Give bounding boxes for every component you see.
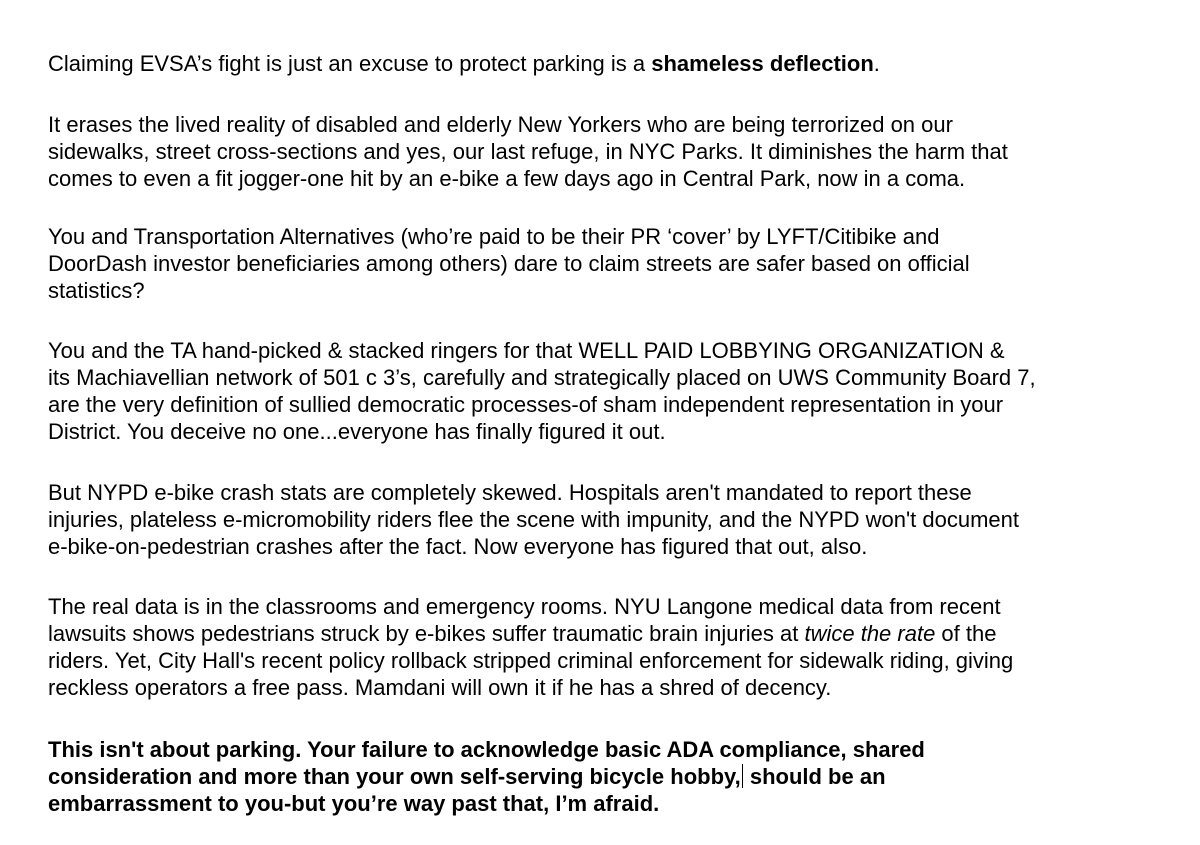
paragraph-5 [48, 479, 1178, 560]
p7-text: should be an [743, 764, 886, 789]
p7-line: This isn't about parking. Your failure to acknowledge basic ADA compliance, shared [48, 737, 925, 762]
p3-line: statistics? [48, 278, 145, 303]
p6-line: reckless operators a free pass. Mamdani will own it if he has a shred of decency. [48, 675, 832, 700]
p7-text: consideration and more than your own self-serving bicycle hobby, [48, 764, 741, 789]
paragraph-2 [48, 111, 1178, 192]
text-cursor[interactable] [742, 764, 743, 788]
p7-line: embarrassment to you-but you’re way past that, I’m afraid. [48, 791, 660, 816]
p1-bold-phrase: shameless deflection [651, 51, 874, 76]
p5-line: But NYPD e-bike crash stats are completely skewed. Hospitals aren't mandated to report these [48, 480, 972, 505]
p5-line: injuries, plateless e-micromobility riders flee the scene with impunity, and the NYPD won't document [48, 507, 1019, 532]
p2-line: sidewalks, street cross-sections and yes, our last refuge, in NYC Parks. It diminishes the harm that [48, 139, 1008, 164]
p4-line: You and the TA hand-picked & stacked ringers for that WELL PAID LOBBYING ORGANIZATION & [48, 338, 1005, 363]
p6-text: of the [935, 621, 997, 646]
p6-text: lawsuits shows pedestrians struck by e-bikes suffer traumatic brain injuries at [48, 621, 805, 646]
p3-line: You and Transportation Alternatives (who’re paid to be their PR ‘cover’ by LYFT/Citibike and [48, 224, 940, 249]
p3-line: DoorDash investor beneficiaries among others) dare to claim streets are safer based on official [48, 251, 970, 276]
p4-line: its Machiavellian network of 501 c 3’s, carefully and strategically placed on UWS Community Board 7, [48, 365, 1036, 390]
p4-line: District. You deceive no one...everyone has finally figured it out. [48, 419, 666, 444]
paragraph-3 [48, 223, 1178, 304]
p7-line [48, 763, 1178, 790]
p6-line: The real data is in the classrooms and emergency rooms. NYU Langone medical data from recent [48, 594, 1001, 619]
p2-line: It erases the lived reality of disabled and elderly New Yorkers who are being terrorized on our [48, 112, 953, 137]
paragraph-6 [48, 593, 1178, 701]
paragraph-7 [48, 736, 1178, 817]
p6-line: riders. Yet, City Hall's recent policy rollback stripped criminal enforcement for sidewalk riding, giving [48, 648, 1014, 673]
p4-line: are the very definition of sullied democratic processes-of sham independent representation in your [48, 392, 1004, 417]
p6-line [48, 620, 1178, 647]
p5-line: e-bike-on-pedestrian crashes after the fact. Now everyone has figured that out, also. [48, 534, 868, 559]
p6-italic-phrase: twice the rate [804, 621, 936, 646]
p2-line: comes to even a fit jogger-one hit by an e-bike a few days ago in Central Park, now in a coma. [48, 166, 966, 191]
p1-text: Claiming EVSA’s fight is just an excuse to protect parking is a [48, 51, 652, 76]
p1-period: . [873, 51, 880, 76]
paragraph-4 [48, 337, 1178, 445]
paragraph-1 [48, 50, 1178, 77]
